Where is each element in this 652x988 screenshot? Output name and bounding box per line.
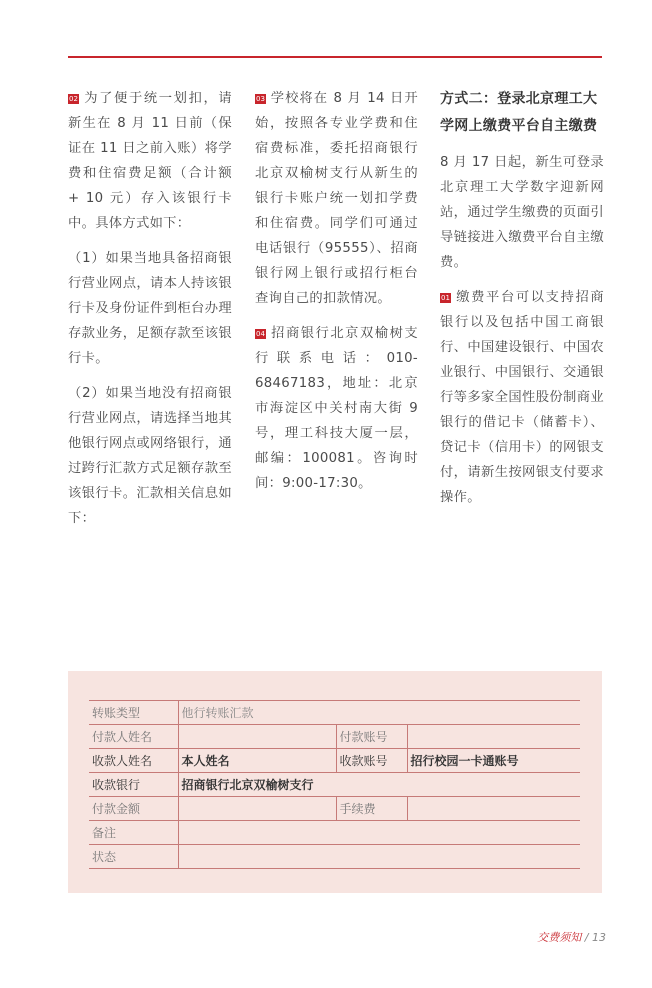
table-label: 付款人姓名 <box>89 725 178 749</box>
table-value: 招行校园一卡通账号 <box>407 749 580 773</box>
column-3 <box>440 86 604 520</box>
paragraph-option-1: （1）如果当地具备招商银行营业网点，请本人持该银行卡及身份证件到柜台办理存款业务，足额存款至该银行卡。 <box>68 251 232 366</box>
footer-separator: / <box>584 931 589 944</box>
step-02-text: 为了便于统一划扣，请新生在 8 月 11 日前（保证在 11 日之前入账）将学费和住宿费足额（合计额 + 10 元）存入该银行卡中。具体方式如下： <box>68 91 232 231</box>
top-divider <box>68 56 602 58</box>
table-value: 招商银行北京双榆树支行 <box>178 773 580 797</box>
table-label: 收款人姓名 <box>89 749 178 773</box>
step-04-text: 招商银行北京双榆树支行联系电话：010-68467183，地址：北京市海淀区中关村南大街 9 号，理工科技大厦一层，邮编：100081。咨询时间：9:00-17:30。 <box>255 326 418 491</box>
table-value <box>178 725 336 749</box>
step-badge-02: 02 <box>69 95 78 103</box>
table-row <box>89 701 580 725</box>
page-footer <box>537 929 606 945</box>
column-1 <box>68 86 232 541</box>
table-label: 备注 <box>89 821 178 845</box>
step-badge-01: 01 <box>441 294 450 302</box>
footer-section-title: 交费须知 <box>537 931 582 944</box>
table-label: 付款账号 <box>336 725 407 749</box>
table-row <box>89 797 580 821</box>
table-value <box>178 797 336 821</box>
table-value: 他行转账汇款 <box>178 701 580 725</box>
step-01-text: 缴费平台可以支持招商银行以及包括中国工商银行、中国建设银行、中国农业银行、中国银行、交通银行等多家全国性股份制商业银行的借记卡（储蓄卡）、贷记卡（信用卡）的网银支付，请新生按网银支付要求操作。 <box>440 290 604 505</box>
table-row <box>89 821 580 845</box>
table-row <box>89 749 580 773</box>
table-label: 付款金额 <box>89 797 178 821</box>
paragraph-option-2: （2）如果当地没有招商银行营业网点，请选择当地其他银行网点或网络银行，通过跨行汇款方式足额存款至该银行卡。汇款相关信息如下： <box>68 386 232 526</box>
transfer-info-table <box>89 700 580 869</box>
paragraph-method-two-intro: 8 月 17 日起，新生可登录北京理工大学数字迎新网站，通过学生缴费的页面引导链接进入缴费平台自主缴费。 <box>440 155 604 270</box>
paragraph-step-03 <box>255 86 418 311</box>
table-label: 收款银行 <box>89 773 178 797</box>
step-03-text: 学校将在 8 月 14 日开始，按照各专业学费和住宿费标准，委托招商银行北京双榆树支行从新生的银行卡账户统一划扣学费和住宿费。同学们可通过电话银行（95555）、招商银行网上银行或招行柜台查询自己的扣款情况。 <box>255 91 418 306</box>
step-badge-04: 04 <box>256 330 265 338</box>
table-value <box>407 725 580 749</box>
table-value: 本人姓名 <box>178 749 336 773</box>
method-two-heading: 方式二：登录北京理工大学网上缴费平台自主缴费 <box>440 91 598 134</box>
table-value <box>178 845 580 869</box>
table-label: 转账类型 <box>89 701 178 725</box>
column-2 <box>255 86 418 506</box>
table-label: 状态 <box>89 845 178 869</box>
table-label: 手续费 <box>336 797 407 821</box>
step-badge-03: 03 <box>256 95 265 103</box>
page-number: 13 <box>592 931 606 944</box>
paragraph-step-04 <box>255 321 418 496</box>
table-row <box>89 725 580 749</box>
paragraph-step-02 <box>68 86 232 236</box>
table-row <box>89 845 580 869</box>
table-row <box>89 773 580 797</box>
table-label: 收款账号 <box>336 749 407 773</box>
table-value <box>407 797 580 821</box>
paragraph-step-01 <box>440 285 604 510</box>
table-value <box>178 821 580 845</box>
